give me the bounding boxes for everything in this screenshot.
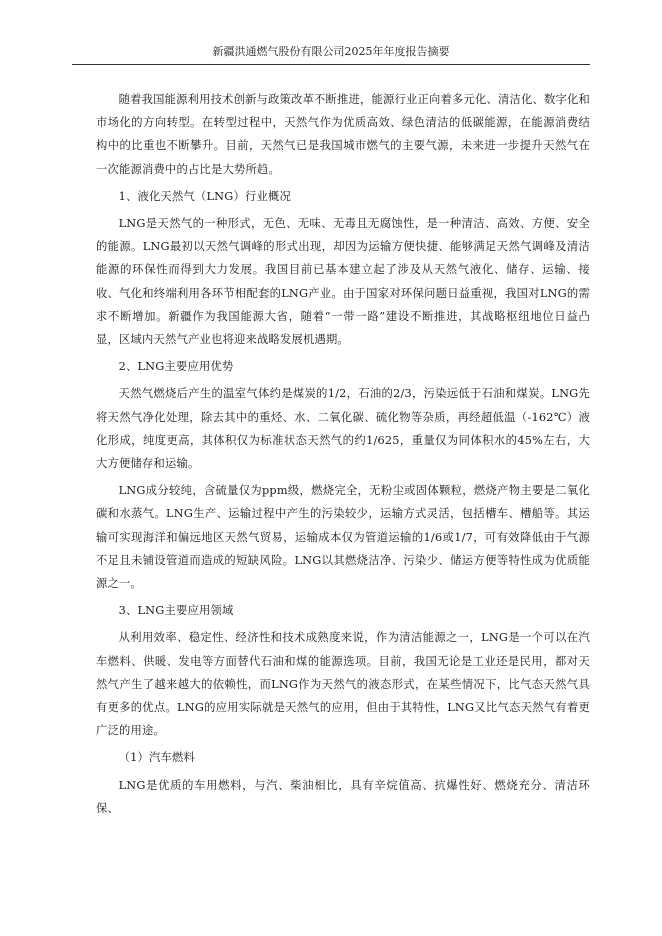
section-1-paragraph: LNG是天然气的一种形式，无色、无味、无毒且无腐蚀性，是一种清洁、高效、方便、安全的能源。LNG最初以天然气调峰的形式出现，却因为运输方便快捷、能够满足天然气调峰及清洁能源的环保性而得到大力发展。我国目前已基本建立起了涉及从天然气液化、储存、运输、接收、气化和终端利用各环节相配套的LNG产业。由于国家对环保问题日益重视，我国对LNG的需求不断增加。新疆作为我国能源大省，随着“一带一路”建设不断推进，其战略枢纽地位日益凸显，区域内天然气产业也将迎来战略发展机遇期。 (96, 217, 590, 347)
subsection-1-paragraph: LNG是优质的车用燃料，与汽、柴油相比，具有辛烷值高、抗爆性好、燃烧充分、清洁环保、 (96, 778, 590, 815)
subsection-1-heading: （1）汽车燃料 (118, 751, 195, 765)
running-header: 新疆洪通燃气股份有限公司2025年年度报告摘要 (212, 45, 450, 58)
header-divider (72, 64, 590, 65)
section-3-heading: 3、LNG主要应用领域 (118, 604, 234, 618)
section-2-heading: 2、LNG主要应用优势 (118, 360, 234, 374)
body-text (96, 88, 590, 820)
section-2-paragraph-2: LNG成分较纯，含硫量仅为ppm级，燃烧完全，无粉尘或固体颗粒，燃烧产物主要是二氧化碳和水蒸气。LNG生产、运输过程中产生的污染较少，运输方式灵活，包括槽车、槽船等。其运输可实现海洋和偏远地区天然气贸易，运输成本仅为管道运输的1/6或1/7，可有效降低由于气源不足且未铺设管道而造成的短缺风险。LNG以其燃烧洁净、污染少、储运方便等特性成为优质能源之一。 (96, 484, 590, 591)
section-3-paragraph: 从利用效率、稳定性、经济性和技术成熟度来说，作为清洁能源之一，LNG是一个可以在汽车燃料、供暖、发电等方面替代石油和煤的能源选项。目前，我国无论是工业还是民用，都对天然气产生了越来越大的依赖性，而LNG作为天然气的液态形式，在某些情况下，比气态天然气具有更多的优点。LNG的应用实际就是天然气的应用，但由于其特性，LNG又比气态天然气有着更广泛的用途。 (96, 631, 590, 738)
section-1-heading: 1、液化天然气（LNG）行业概况 (118, 189, 291, 203)
section-2-paragraph-1: 天然气燃烧后产生的温室气体约是煤炭的1/2，石油的2/3，污染远低于石油和煤炭。LNG先将天然气净化处理，除去其中的重烃、水、二氧化碳、硫化物等杂质，再经超低温（-162℃）液化形成，纯度更高，其体积仅为标准状态天然气的约1/625，重量仅为同体积水的45%左右，大大方便储存和运输。 (96, 387, 590, 471)
intro-paragraph: 随着我国能源利用技术创新与政策改革不断推进，能源行业正向着多元化、清洁化、数字化和市场化的方向转型。在转型过程中，天然气作为优质高效、绿色清洁的低碳能源，在能源消费结构中的比重也不断攀升。目前，天然气已是我国城市燃气的主要气源，未来进一步提升天然气在一次能源消费中的占比是大势所趋。 (96, 93, 590, 176)
